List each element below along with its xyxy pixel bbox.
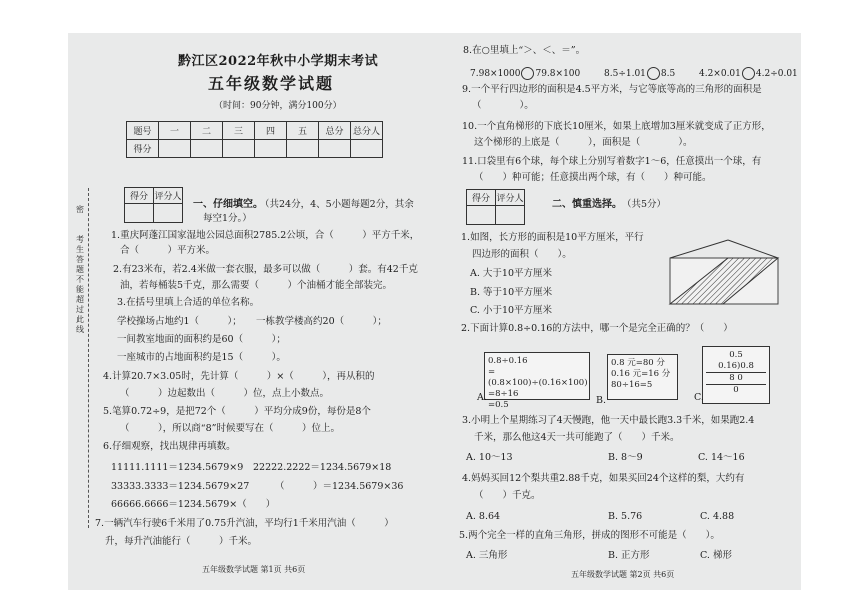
section2-desc: （共5分） — [622, 199, 667, 210]
q2-line2: 油，若每桶装5千克，那么需要（ ）个油桶才能全部装完。 — [120, 280, 393, 291]
exam-title: 黔江区2022年秋中小学期末考试 — [178, 54, 379, 69]
section1-desc2: 每空1分。） — [203, 213, 252, 224]
q7-line2: 升，每升汽油能行（ ）千米。 — [105, 536, 258, 547]
q6-row1a: 11111.1111＝1234.5679×9 — [111, 462, 244, 473]
q6-row2a: 33333.3333＝1234.5679×27 — [111, 481, 250, 492]
q1-line2: 合（ ）平方米。 — [120, 245, 216, 256]
compare-circle-3 — [742, 67, 755, 80]
page1-footer: 五年级数学试题 第1页 共6页 — [202, 565, 306, 574]
q8-title: 8.在○里填上“＞、＜、＝”。 — [463, 45, 586, 56]
c5-question: 5.两个完全一样的直角三角形，拼成的图形不可能是（ ）。 — [459, 530, 720, 541]
c3-option-b: B. 8～9 — [608, 452, 643, 463]
q5-line1: 5.笔算0.72÷9，是把72个（ ）平均分成9份，每份是8个 — [103, 406, 371, 417]
q4-line2: （ ）边起数出（ ）位，点上小数点。 — [120, 388, 330, 399]
section2-score-box: 得分 评分人 — [466, 189, 525, 225]
section1-desc: （共24分，4、5小题每题2分，其余 — [260, 199, 414, 210]
c3-line1: 3.小明上个星期练习了4天慢跑，他一天中最长跑3.3千米，如果跑2.4 — [462, 415, 755, 426]
q6-row1b: 22222.2222＝1234.5679×18 — [253, 462, 392, 473]
parallelogram-figure — [668, 238, 783, 308]
c1-option-a: A. 大于10平方厘米 — [470, 268, 552, 279]
q3-line2: 一间教室地面的面积约是60（ ）； — [117, 334, 286, 345]
q6-row2b: （ ）＝1234.5679×36 — [275, 481, 404, 492]
q10-line1: 10.一个直角梯形的下底长10厘米，如果上底增加3厘米就变成了正方形， — [462, 121, 771, 132]
c1-option-b: B. 等于10平方厘米 — [470, 287, 553, 298]
c1-option-c: C. 小于10平方厘米 — [470, 305, 553, 316]
q3-line3: 一座城市的占地面积约是15（ ）。 — [117, 352, 286, 363]
c4-option-c: C. 4.88 — [700, 511, 735, 522]
c3-option-a: A. 10～13 — [466, 452, 513, 463]
c3-option-c: C. 14～16 — [698, 452, 745, 463]
section2-title: 二、慎重选择。 — [552, 199, 622, 210]
c3-line2: 千米，那么他这4天一共可能跑了（ ）千米。 — [474, 432, 680, 443]
c4-option-a: A. 8.64 — [466, 511, 501, 522]
q3-line1: 学校操场占地约1（ ）； 一栋教学楼高约20（ ）； — [117, 316, 387, 327]
compare-circle-1 — [521, 67, 534, 80]
compare-circle-2 — [647, 67, 660, 80]
c5-option-a: A. 三角形 — [466, 550, 508, 561]
exam-subtitle: 五年级数学试题 — [208, 74, 335, 93]
q7-line1: 7.一辆汽车行驶6千米用了0.75升汽油，平均行1千米用汽油（ ） — [95, 518, 394, 529]
q5-line2: （ ），所以商“8”时候要写在（ ）位上。 — [120, 423, 341, 434]
c2-question: 2.下面计算0.8÷0.16的方法中，哪一个是完全正确的？（ ） — [461, 323, 733, 334]
q10-line2: 这个梯形的上底是（ ），面积是（ ）。 — [474, 137, 693, 148]
c5-option-c: C. 梯形 — [700, 550, 732, 561]
binding-line — [88, 188, 89, 528]
c1-line2: 四边形的面积（ ）。 — [472, 249, 572, 260]
q4-line1: 4.计算20.7×3.05时，先计算（ ）×（ ），再从积的 — [103, 371, 375, 382]
c2-method-b: 0.8 元=80 分 0.16 元=16 分 80÷16=5 — [607, 354, 678, 400]
q9-line2: （ ）。 — [472, 100, 534, 111]
c2-method-c: 0.5 0.16)0.8 8 0 0 — [702, 346, 770, 404]
q1-line1: 1.重庆阿蓬江国家湿地公园总面积2785.2公顷，合（ ）平方千米， — [111, 230, 420, 241]
c2-label-b: B. — [596, 395, 607, 406]
q3-title: 3.在括号里填上合适的单位名称。 — [117, 297, 260, 308]
c2-method-a: 0.8÷0.16 =(0.8×100)÷(0.16×100) =8÷16 =0.5 — [484, 352, 590, 400]
exam-note: （时间：90分钟，满分100分） — [214, 101, 342, 111]
c4-option-b: B. 5.76 — [608, 511, 643, 522]
section1-score-box: 得分 评分人 — [124, 187, 183, 223]
c4-line1: 4.妈妈买回12个梨共重2.88千克，如果买回24个这样的梨，大约有 — [462, 473, 745, 484]
section1-title: 一、仔细填空。 — [193, 199, 263, 210]
q11-line1: 11.口袋里有6个球，每个球上分别写着数字1～6，任意摸出一个球，有 — [462, 156, 762, 167]
page2-footer: 五年级数学试题 第2页 共6页 — [571, 570, 675, 579]
binding-side-text: 密 考 生 答 题 不 能 超 过 此 线 — [76, 205, 84, 334]
q8-row: 7.98×1000 79.8×100 8.5÷1.01 8.5 4.2×0.01 4.2÷0.01 — [470, 69, 798, 79]
score-table: 题号 一 二 三 四 五 总分 总分人 得分 — [126, 121, 383, 158]
q6-row3: 66666.6666＝1234.5679×（ ） — [111, 499, 276, 510]
q9-line1: 9.一个平行四边形的面积是4.5平方米，与它等底等高的三角形的面积是 — [462, 84, 762, 95]
c4-line2: （ ）千克。 — [474, 490, 541, 501]
c2-label-c: C. — [694, 392, 704, 403]
q2-line1: 2.有23米布，若2.4米做一套衣服，最多可以做（ ）套。有42千克 — [113, 264, 418, 275]
c1-line1: 1.如图，长方形的面积是10平方厘米，平行 — [461, 232, 644, 243]
c5-option-b: B. 正方形 — [608, 550, 650, 561]
c2-label-a: A. — [477, 392, 487, 403]
q11-line2: （ ）种可能；任意摸出两个球，有（ ）种可能。 — [474, 172, 712, 183]
q6-title: 6.仔细观察，找出规律再填数。 — [103, 441, 236, 452]
